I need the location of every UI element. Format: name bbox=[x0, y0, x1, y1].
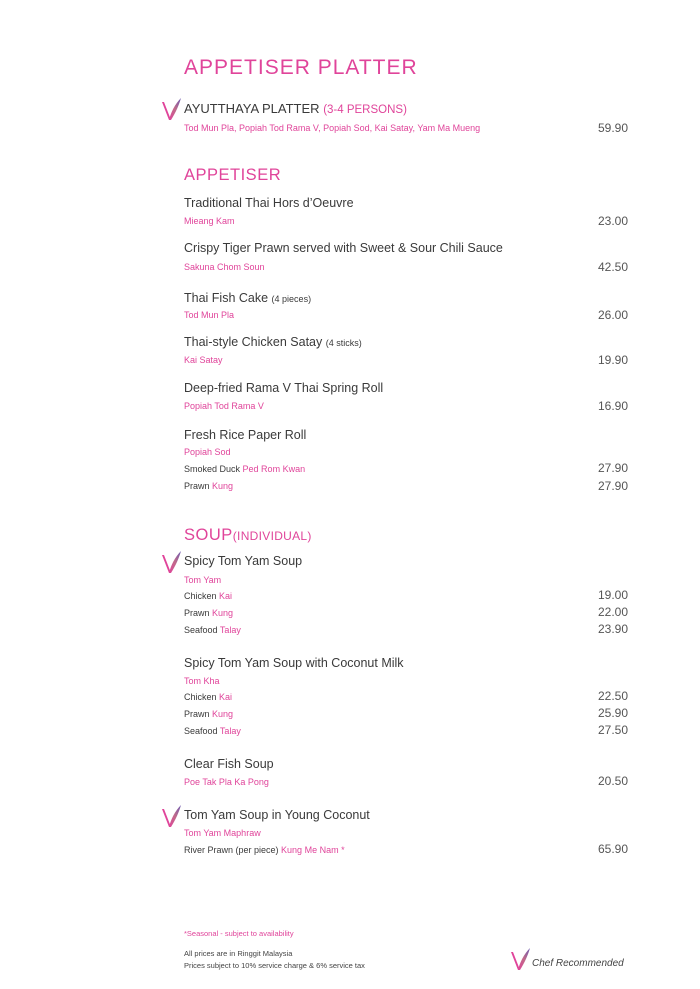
menu-item-price: 59.90 bbox=[597, 121, 628, 135]
menu-item-thai-name: Poe Tak Pla Ka Pong bbox=[184, 777, 269, 787]
menu-item-name: Thai-style Chicken Satay (4 sticks) bbox=[184, 335, 362, 349]
section-title-appetiser: APPETISER bbox=[184, 166, 282, 184]
menu-item-price: 26.00 bbox=[597, 308, 628, 322]
seasonal-note: *Seasonal - subject to availability bbox=[184, 929, 294, 938]
menu-item-name: Clear Fish Soup bbox=[184, 757, 274, 771]
menu-item-thai-name: Sakuna Chom Soun bbox=[184, 262, 265, 272]
menu-item-name: AYUTTHAYA PLATTER (3-4 PERSONS) bbox=[184, 101, 407, 116]
menu-item-name: Spicy Tom Yam Soup bbox=[184, 554, 303, 568]
menu-item-thai-name: Popiah Sod bbox=[184, 447, 231, 457]
menu-item-thai-name: Tod Mun Pla, Popiah Tod Rama V, Popiah Sod, Kai Satay, Yam Ma Mueng bbox=[184, 123, 481, 133]
menu-item-price: 19.00 bbox=[597, 588, 628, 602]
menu-item-variant: Seafood Talay bbox=[184, 625, 241, 635]
chef-recommended-icon bbox=[161, 96, 183, 122]
menu-item-name: Crispy Tiger Prawn served with Sweet & Sour Chili Sauce bbox=[184, 241, 503, 255]
chef-recommended-icon bbox=[161, 803, 183, 829]
menu-item-variant: Prawn Kung bbox=[184, 481, 234, 491]
menu-item-price: 27.50 bbox=[597, 723, 628, 737]
menu-item-thai-name: Popiah Tod Rama V bbox=[184, 401, 264, 411]
chef-recommended-legend: Chef Recommended bbox=[532, 958, 624, 969]
section-title-appetiser-platter: APPETISER PLATTER bbox=[184, 56, 418, 79]
menu-item-price: 23.00 bbox=[597, 214, 628, 228]
menu-item-price: 27.90 bbox=[597, 479, 628, 493]
menu-item-thai-name: Tom Kha bbox=[184, 676, 220, 686]
menu-item-price: 22.00 bbox=[597, 605, 628, 619]
menu-item-name: Thai Fish Cake (4 pieces) bbox=[184, 291, 312, 305]
menu-item-price: 42.50 bbox=[597, 260, 628, 274]
menu-item-price: 20.50 bbox=[597, 774, 628, 788]
menu-item-thai-name: Tod Mun Pla bbox=[184, 310, 235, 320]
menu-item-name: Spicy Tom Yam Soup with Coconut Milk bbox=[184, 656, 404, 670]
menu-item-price: 19.90 bbox=[597, 353, 628, 367]
menu-item-price: 16.90 bbox=[597, 399, 628, 413]
menu-item-name: Traditional Thai Hors d’Oeuvre bbox=[184, 196, 354, 210]
menu-item-variant: Seafood Talay bbox=[184, 726, 241, 736]
menu-item-variant: Prawn Kung bbox=[184, 709, 234, 719]
menu-item-variant: River Prawn (per piece) Kung Me Nam * bbox=[184, 845, 345, 855]
menu-item-price: 25.90 bbox=[597, 706, 628, 720]
menu-item-price: 23.90 bbox=[597, 622, 628, 636]
chef-recommended-icon bbox=[161, 549, 183, 575]
menu-item-thai-name: Tom Yam bbox=[184, 575, 222, 585]
chef-recommended-icon bbox=[510, 946, 532, 972]
menu-item-name: Tom Yam Soup in Young Coconut bbox=[184, 808, 370, 822]
menu-item-name: Fresh Rice Paper Roll bbox=[184, 428, 307, 442]
menu-item-name: Deep-fried Rama V Thai Spring Roll bbox=[184, 381, 384, 395]
menu-item-thai-name: Tom Yam Maphraw bbox=[184, 828, 261, 838]
menu-item-variant: Chicken Kai bbox=[184, 692, 233, 702]
menu-item-variant: Smoked Duck Ped Rom Kwan bbox=[184, 464, 306, 474]
menu-item-price: 27.90 bbox=[597, 461, 628, 475]
menu-item-thai-name: Kai Satay bbox=[184, 355, 223, 365]
charges-note: Prices subject to 10% service charge & 6% service tax bbox=[184, 961, 365, 970]
currency-note: All prices are in Ringgit Malaysia bbox=[184, 949, 293, 958]
menu-item-thai-name: Mieang Kam bbox=[184, 216, 235, 226]
menu-item-variant: Prawn Kung bbox=[184, 608, 234, 618]
menu-item-variant: Chicken Kai bbox=[184, 591, 233, 601]
menu-item-price: 22.50 bbox=[597, 689, 628, 703]
menu-item-price: 65.90 bbox=[597, 842, 628, 856]
section-title-soup: SOUP(INDIVIDUAL) bbox=[184, 526, 312, 544]
